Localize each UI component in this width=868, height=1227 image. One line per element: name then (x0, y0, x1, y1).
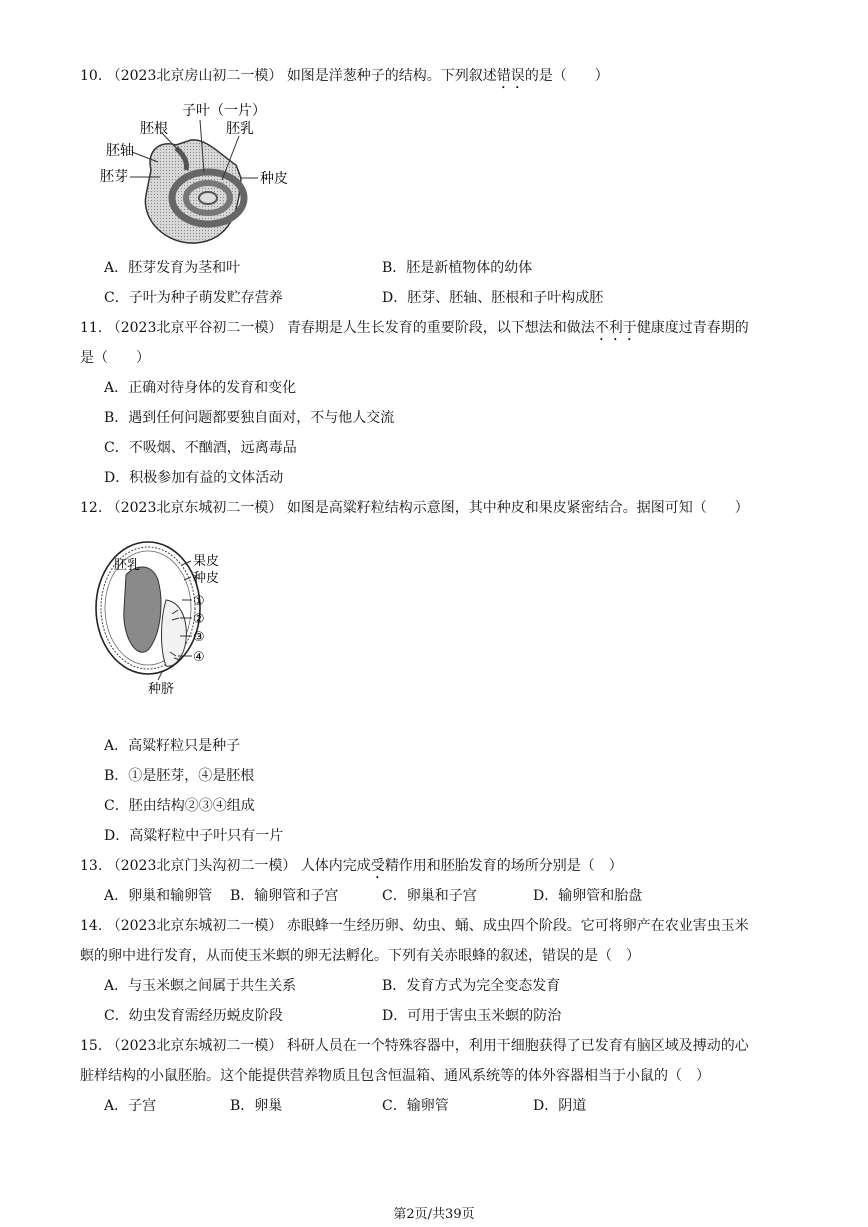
q13-option-a[interactable]: A．卵巢和输卵管 (104, 888, 213, 904)
page-footer: 第2页/共39页 (393, 1207, 475, 1222)
q12-stem (80, 498, 749, 518)
q15-stem-line2: 脏样结构的小鼠胚胎。这个能提供营养物质且包含恒温箱、通风系统等的体外容器相当于小鼠的（ ） (80, 1068, 710, 1084)
q11-stem-line2: 是（ ） (80, 350, 150, 366)
q14-stem-line1: 赤眼蜂一生经历卵、幼虫、蛹、成虫四个阶段。它可将卵产在农业害虫玉米 (286, 918, 749, 934)
q14-stem (80, 916, 749, 936)
q10-label-radicle: 胚根 (140, 121, 168, 137)
q12-label-2: ② (193, 612, 205, 627)
q14-option-b[interactable]: B．发育方式为完全变态发育 (382, 978, 561, 994)
q11-stem-text-a: 青春期是人生长发育的重要阶段，以下想法和做法 (286, 320, 595, 336)
q13-stem-text-b: 精作用和胚胎发育的场所分别是（ ） (384, 858, 623, 874)
q15-stem (80, 1036, 749, 1056)
q12-label-4: ④ (193, 650, 205, 665)
q13-option-c[interactable]: C．卵巢和子宫 (382, 888, 477, 904)
q12-label-3: ③ (193, 630, 205, 645)
q10-stem (80, 66, 609, 92)
q13-number: 13. (80, 858, 103, 874)
q14-stem-line2: 螟的卵中进行发育，从而使玉米螟的卵无法孵化。下列有关赤眼蜂的叙述，错误的是（ ） (80, 948, 640, 964)
q10-onion-seed-figure (96, 100, 316, 250)
q14-option-a[interactable]: A．与玉米螟之间属于共生关系 (104, 978, 297, 994)
q13-stem (80, 856, 623, 882)
q10-number: 10. (80, 68, 103, 84)
q10-label-hypocotyl: 胚轴 (106, 143, 134, 159)
q11-option-c[interactable]: C．不吸烟、不酗酒，远离毒品 (104, 440, 297, 456)
q11-number: 11. (80, 320, 103, 336)
q10-option-d[interactable]: D．胚芽、胚轴、胚根和子叶构成胚 (382, 290, 604, 306)
q15-source: （2023北京东城初二一模） (106, 1038, 283, 1054)
q13-stem-text-a: 人体内完成 (300, 858, 371, 874)
q12-option-d[interactable]: D．高粱籽粒中子叶只有一片 (104, 828, 284, 844)
q12-option-c[interactable]: C．胚由结构②③④组成 (104, 798, 255, 814)
q10-stem-emphasis: 错误 (496, 68, 525, 84)
q14-option-c[interactable]: C．幼虫发育需经历蜕皮阶段 (104, 1008, 283, 1024)
q12-label-hilum: 种脐 (148, 682, 175, 697)
q11-stem-emphasis: 不利于 (594, 320, 637, 336)
q10-option-a[interactable]: A．胚芽发育为茎和叶 (104, 260, 241, 276)
q15-option-d[interactable]: D．阴道 (533, 1098, 587, 1114)
q15-option-a[interactable]: A．子宫 (104, 1098, 157, 1114)
q10-source: （2023北京房山初二一模） (106, 68, 283, 84)
q10-stem-text-b: 的是（ ） (524, 68, 609, 84)
q13-stem-emphasis: 受 (370, 858, 385, 874)
q12-sorghum-grain-figure (86, 540, 246, 700)
q12-source: （2023北京东城初二一模） (106, 500, 283, 516)
q11-source: （2023北京平谷初二一模） (106, 320, 283, 336)
q11-option-a[interactable]: A．正确对待身体的发育和变化 (104, 380, 297, 396)
q10-option-b[interactable]: B．胚是新植物体的幼体 (382, 260, 533, 276)
q13-source: （2023北京门头沟初二一模） (106, 858, 297, 874)
q10-option-c[interactable]: C．子叶为种子萌发贮存营养 (104, 290, 283, 306)
q12-label-pericarp: 果皮 (193, 554, 220, 569)
q12-stem-text: 如图是高粱籽粒结构示意图，其中种皮和果皮紧密结合。据图可知（ ） (286, 500, 749, 516)
q11-stem (80, 318, 749, 344)
q10-label-endosperm: 胚乳 (226, 121, 254, 137)
q10-label-coat: 种皮 (260, 171, 288, 187)
q12-number: 12. (80, 500, 103, 516)
q14-source: （2023北京东城初二一模） (106, 918, 283, 934)
q10-label-cotyledon: 子叶（一片） (182, 103, 266, 119)
q13-option-b[interactable]: B．输卵管和子宫 (230, 888, 339, 904)
q15-number: 15. (80, 1038, 103, 1054)
q12-option-b[interactable]: B．①是胚芽，④是胚根 (104, 768, 255, 784)
q15-option-b[interactable]: B．卵巢 (230, 1098, 283, 1114)
q12-label-1: ① (193, 594, 205, 609)
q10-stem-text-a: 如图是洋葱种子的结构。下列叙述 (286, 68, 497, 84)
q14-number: 14. (80, 918, 103, 934)
q11-option-d[interactable]: D．积极参加有益的文体活动 (104, 470, 284, 486)
q12-option-a[interactable]: A．高粱籽粒只是种子 (104, 738, 241, 754)
q11-stem-text-b: 健康度过青春期的 (636, 320, 749, 336)
q10-embryo-core (199, 192, 217, 204)
q12-label-endosperm: 胚乳 (114, 558, 141, 573)
q14-option-d[interactable]: D．可用于害虫玉米螟的防治 (382, 1008, 562, 1024)
q11-option-b[interactable]: B．遇到任何问题都要独自面对，不与他人交流 (104, 410, 395, 426)
q15-option-c[interactable]: C．输卵管 (382, 1098, 449, 1114)
q10-label-plumule: 胚芽 (100, 169, 128, 185)
q13-option-d[interactable]: D．输卵管和胎盘 (533, 888, 643, 904)
q15-stem-line1: 科研人员在一个特殊容器中，利用干细胞获得了已发育有脑区域及搏动的心 (286, 1038, 749, 1054)
q12-label-coat: 种皮 (193, 571, 220, 586)
